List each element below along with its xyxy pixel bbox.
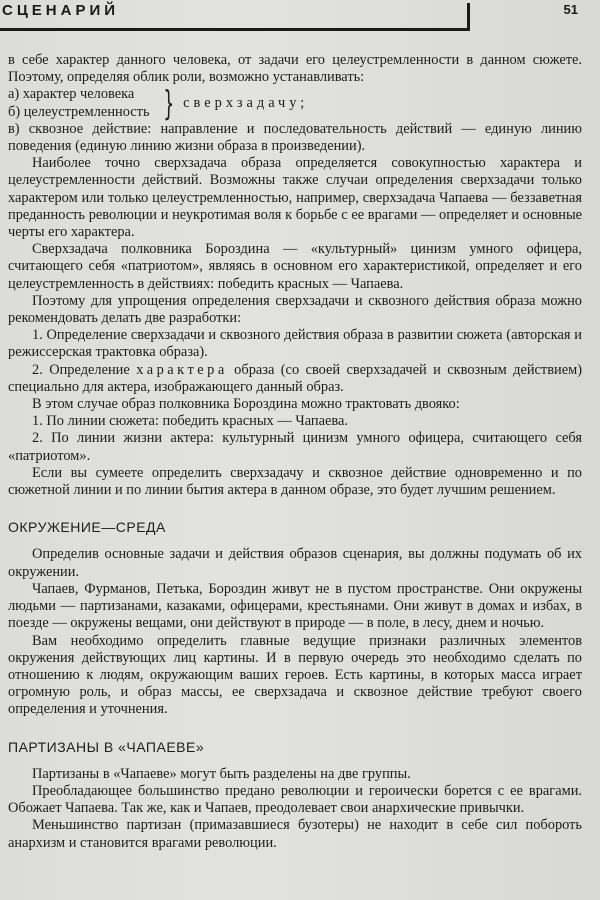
paragraph: Наиболее точно сверхзадача образа определяется совокупностью характера и целеустремленности действий. Возможны также случаи определения сверхзадачи только характером или только целеустремленностью, например, сверхзадача Чапаева — беззаветная преданность революции и неукротимая воля к борьбе с ее врагами — определяет и основные черты его характера. <box>8 155 582 241</box>
paragraph: Вам необходимо определить главные ведущие признаки различных элементов окружения действующих лиц картины. И в первую очередь это необходимо сделать по отношению к людям, окружающим ваших героев. Есть картины, в которых масса играет огромную роль, и образ массы, ее сверхзадача и сквозное действие требуют своего определения и уточнения. <box>8 632 582 718</box>
running-header <box>0 0 600 40</box>
body-text <box>8 52 582 852</box>
brace-item-b: б) целеустремленность <box>8 103 150 120</box>
curly-brace-icon: } <box>162 83 174 124</box>
section-heading: ПАРТИЗАНЫ В «ЧАПАЕВЕ» <box>8 738 205 755</box>
paragraph: Если вы сумеете определить сверхзадачу и сквозное действие одновременно и по сюжетной линии и по линии бытия актера в данном образе, это будет лучшим решением. <box>8 464 582 499</box>
paragraph: Чапаев, Фурманов, Петька, Бороздин живут не в пустом пространстве. Они окружены людьми — партизанами, казаками, офицерами, крестьянами. Они живут в домах и избах, в поезде — окружены вещами, они действуют в природе — в поле, в лесу, днем и ночью. <box>8 580 582 632</box>
paragraph: 1. По линии сюжета: победить красных — Чапаева. <box>32 413 348 430</box>
page-number: 51 <box>563 2 578 17</box>
brace-list <box>8 83 582 124</box>
paragraph: Партизаны в «Чапаеве» могут быть разделены на две группы. <box>32 765 411 782</box>
paragraph: 1. Определение сверхзадачи и сквозного действия образа в развитии сюжета (авторская и режиссерская трактовка образа). <box>8 327 582 361</box>
brace-item-a: а) характер человека <box>8 86 135 103</box>
paragraph: в себе характер данного человека, от задачи его целеустремленности в данном сюжете. Поэтому, определяя облик роли, возможно устанавливать: <box>8 52 582 86</box>
brace-items <box>8 86 150 120</box>
paragraph: Сверхзадача полковника Бороздина — «культурный» цинизм умного офицера, считающего себя «патриотом», являясь в основном его характеристикой, определяет и его целеустремленность в действиях: победить красных — Чапаева. <box>8 241 582 292</box>
paragraph <box>8 362 582 396</box>
paragraph: В этом случае образ полковника Бороздина можно трактовать двояко: <box>32 396 460 413</box>
paragraph: Поэтому для упрощения определения сверхзадачи и сквозного действия образа можно рекомендовать делать две разработки: <box>8 292 582 327</box>
brace-target: сверхзадачу; <box>183 95 309 111</box>
paragraph: 2. По линии жизни актера: культурный цинизм умного офицера, считающего себя «патриотом». <box>8 430 582 464</box>
paragraph: в) сквозное действие: направление и последовательность действий — единую линию поведения (единую линию жизни образа в произведении). <box>8 120 582 155</box>
paragraph: Меньшинство партизан (примазавшиеся бузотеры) не находит в себе сил побороть анархизм и становится врагами революции. <box>8 817 582 851</box>
running-title: СЦЕНАРИЙ <box>2 2 120 19</box>
paragraph-part: образа (со своей сверхзадачей и сквозным действием) специально для актера, изображающего данный образ. <box>8 361 583 395</box>
paragraph-part: 2. Определение <box>32 361 137 378</box>
section-heading: ОКРУЖЕНИЕ—СРЕДА <box>8 519 166 536</box>
spaced-word: характера <box>136 361 228 378</box>
paragraph: Преобладающее большинство предано революции и героически борется с ее врагами. Обожает Чапаева. Так же, как и Чапаев, преодолевает свои анархические привычки. <box>8 782 582 817</box>
paragraph: Определив основные задачи и действия образов сценария, вы должны подумать об их окружении. <box>8 546 582 580</box>
